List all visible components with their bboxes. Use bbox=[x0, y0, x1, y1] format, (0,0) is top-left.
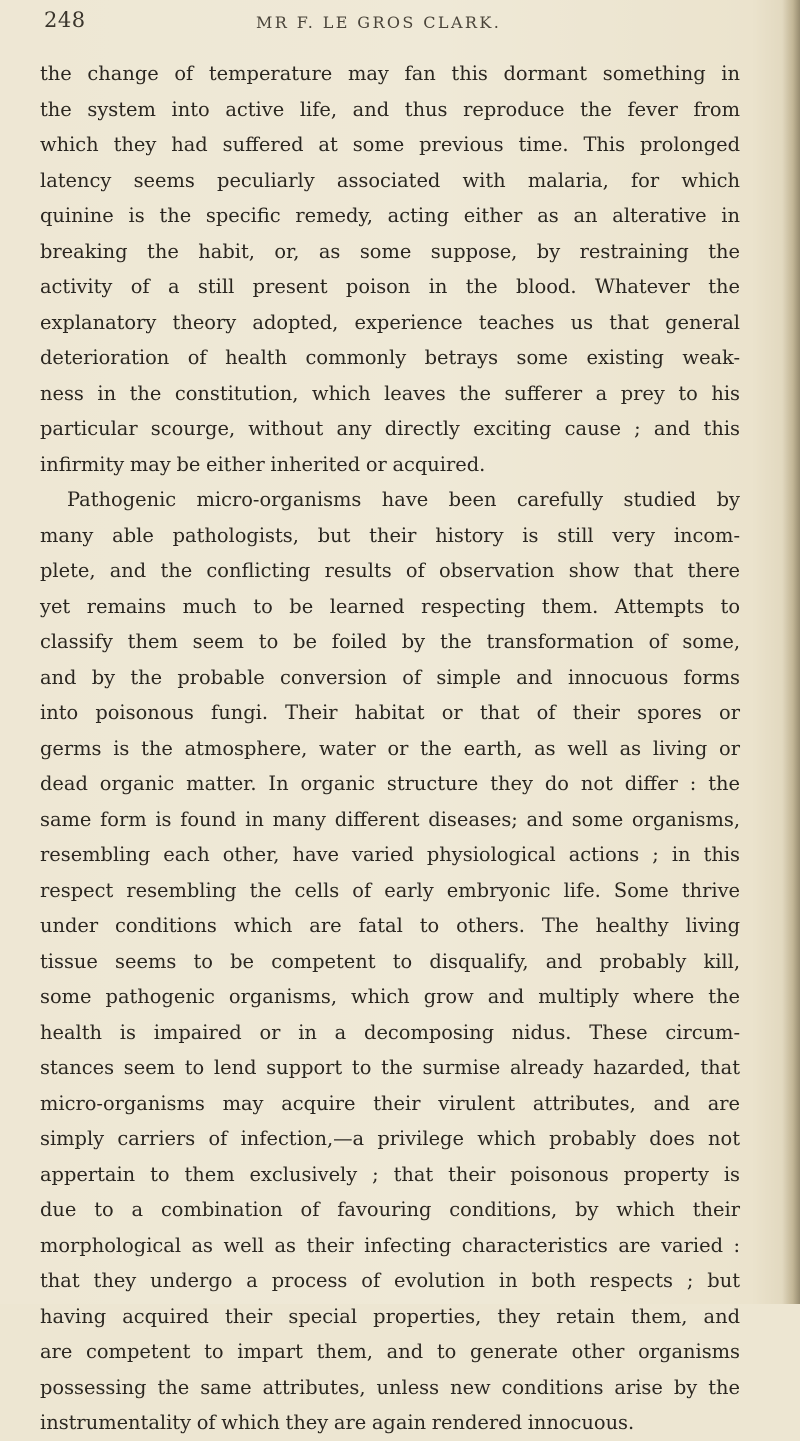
text-line: which they had suffered at some previous time. This prolonged bbox=[40, 133, 740, 156]
page-header bbox=[44, 8, 744, 42]
text-line: explanatory theory adopted, experience teaches us that general bbox=[40, 310, 740, 334]
paragraph-end-line: instrumentality of which they are again rendered innocuous. bbox=[40, 1411, 635, 1434]
text-line: germs is the atmosphere, water or the earth, as well as living or bbox=[40, 736, 740, 760]
body-text bbox=[40, 56, 740, 1441]
text-line: classify them seem to be foiled by the transformation of some, bbox=[40, 630, 740, 653]
text-line: are competent to impart them, and to generate other organisms bbox=[40, 1340, 740, 1363]
text-line: same form is found in many different diseases; and some organisms, bbox=[40, 807, 740, 831]
running-head: MR F. LE GROS CLARK. bbox=[256, 13, 502, 32]
text-line: appertain to them exclusively ; that their poisonous property is bbox=[40, 1162, 740, 1186]
text-line: latency seems peculiarly associated with malaria, for which bbox=[40, 168, 740, 192]
text-line: having acquired their special properties, they retain them, and bbox=[40, 1304, 740, 1328]
text-line: the change of temperature may fan this dormant something in bbox=[40, 62, 740, 85]
text-line: and by the probable conversion of simple and innocuous forms bbox=[40, 665, 740, 689]
text-line: that they undergo a process of evolution in both respects ; but bbox=[40, 1269, 740, 1292]
text-line: tissue seems to be competent to disqualify, and probably kill, bbox=[40, 949, 740, 973]
text-line: some pathogenic organisms, which grow and multiply where the bbox=[40, 985, 740, 1008]
text-line: deterioration of health commonly betrays some existing weak- bbox=[40, 346, 740, 369]
paragraph-start-line: Pathogenic micro-organisms have been carefully studied by bbox=[67, 488, 740, 511]
text-line: breaking the habit, or, as some suppose, by restraining the bbox=[40, 239, 740, 263]
text-line: particular scourge, without any directly exciting cause ; and this bbox=[40, 417, 740, 440]
text-line: under conditions which are fatal to others. The healthy living bbox=[40, 914, 740, 937]
text-line: the system into active life, and thus reproduce the fever from bbox=[40, 97, 740, 121]
text-line: morphological as well as their infecting characteristics are varied : bbox=[40, 1233, 740, 1257]
text-line: micro-organisms may acquire their virulent attributes, and are bbox=[40, 1091, 740, 1115]
text-line: activity of a still present poison in the blood. Whatever the bbox=[40, 275, 740, 298]
paragraph-end-line: infirmity may be either inherited or acquired. bbox=[40, 452, 486, 476]
text-line: stances seem to lend support to the surmise already hazarded, that bbox=[40, 1056, 740, 1079]
text-line: into poisonous fungi. Their habitat or that of their spores or bbox=[40, 701, 740, 724]
text-line: quinine is the specific remedy, acting either as an alterative in bbox=[40, 204, 740, 227]
text-line: yet remains much to be learned respecting them. Attempts to bbox=[40, 594, 740, 618]
text-line: health is impaired or in a decomposing nidus. These circum- bbox=[40, 1020, 740, 1044]
text-line: respect resembling the cells of early embryonic life. Some thrive bbox=[40, 878, 740, 902]
text-line: plete, and the conflicting results of observation show that there bbox=[40, 559, 740, 582]
text-line: simply carriers of infection,—a privilege which probably does not bbox=[40, 1127, 740, 1150]
text-line: resembling each other, have varied physiological actions ; in this bbox=[40, 843, 740, 866]
page-edge-shadow bbox=[782, 0, 800, 1304]
text-line: ness in the constitution, which leaves the sufferer a prey to his bbox=[40, 381, 740, 405]
text-line: possessing the same attributes, unless new conditions arise by the bbox=[40, 1375, 740, 1399]
page-number: 248 bbox=[44, 8, 86, 32]
text-line: due to a combination of favouring conditions, by which their bbox=[40, 1198, 740, 1221]
text-line: many able pathologists, but their history is still very incom- bbox=[40, 523, 740, 547]
text-line: dead organic matter. In organic structure they do not differ : the bbox=[40, 772, 740, 795]
